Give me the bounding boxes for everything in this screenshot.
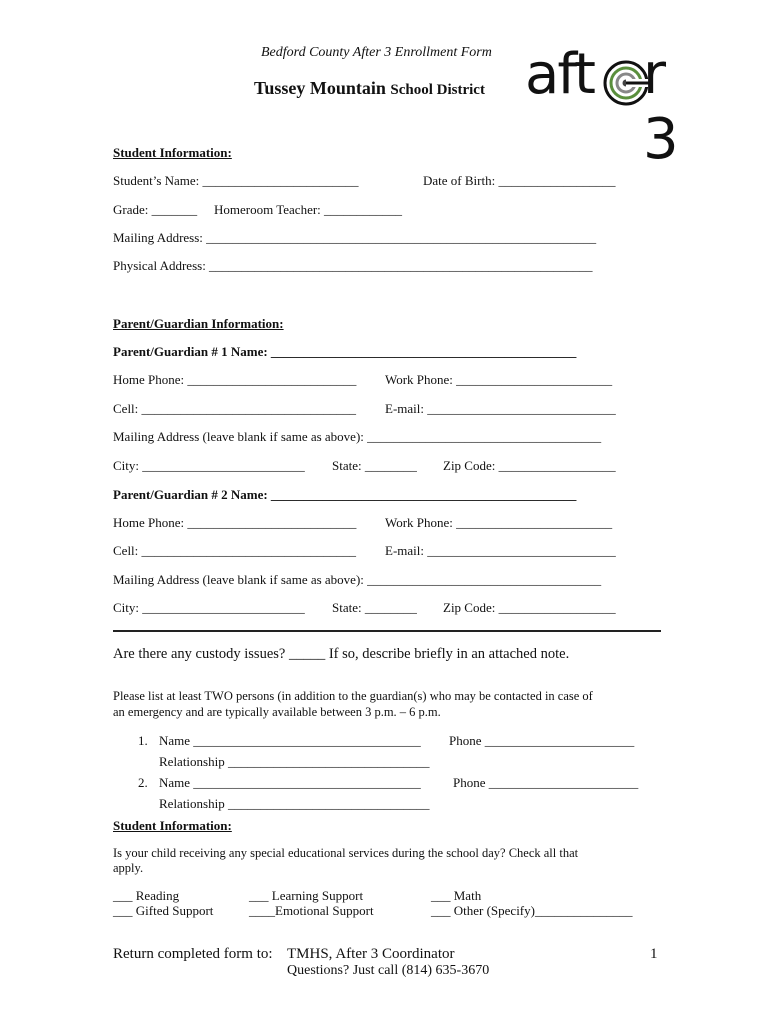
checkbox-learning-support[interactable]: ___ Learning Support: [249, 888, 364, 903]
emergency-intro-line2: an emergency and are typically available between 3 p.m. – 6 p.m.: [113, 705, 441, 719]
district-suffix: School District: [390, 82, 485, 98]
date-of-birth-field[interactable]: Date of Birth: __________________: [423, 173, 616, 188]
guardian1-city-field[interactable]: City: _________________________: [113, 458, 305, 473]
guardian2-cell-field[interactable]: Cell: _________________________________: [113, 543, 357, 558]
checkbox-emotional-support[interactable]: ____Emotional Support: [249, 903, 374, 918]
contact2-number: 2.: [138, 775, 148, 790]
checkbox-other-specify[interactable]: ___ Other (Specify)_______________: [431, 903, 633, 918]
emergency-intro-line1: Please list at least TWO persons (in addition to the guardian(s) who may be contacted in case of: [113, 689, 593, 703]
guardian2-name-field[interactable]: Parent/Guardian # 2 Name: _______________________________________________: [113, 487, 577, 502]
guardian1-zip-field[interactable]: Zip Code: __________________: [443, 458, 616, 473]
guardian1-work-phone-field[interactable]: Work Phone: ________________________: [385, 372, 613, 387]
district-title: [254, 78, 485, 99]
contact2-phone-field[interactable]: Phone _______________________: [453, 775, 639, 790]
guardian2-home-phone-field[interactable]: Home Phone: __________________________: [113, 515, 357, 530]
after3-logo: [525, 42, 685, 172]
mailing-address-field[interactable]: Mailing Address: ____________________________________________________________: [113, 230, 597, 245]
checkbox-reading[interactable]: ___ Reading: [113, 888, 180, 903]
guardian2-work-phone-field[interactable]: Work Phone: ________________________: [385, 515, 613, 530]
services-question-line2: apply.: [113, 861, 144, 875]
contact1-number: 1.: [138, 733, 148, 748]
questions-contact: Questions? Just call (814) 635-3670: [287, 963, 490, 978]
return-label: Return completed form to:: [113, 946, 273, 962]
contact2-name-field[interactable]: Name ___________________________________: [159, 775, 421, 790]
checkbox-gifted-support[interactable]: ___ Gifted Support: [113, 903, 214, 918]
guardian-info-heading: Parent/Guardian Information:: [113, 316, 284, 331]
guardian1-state-field[interactable]: State: ________: [332, 458, 417, 473]
guardian1-home-phone-field[interactable]: Home Phone: __________________________: [113, 372, 357, 387]
student-name-field[interactable]: Student’s Name: ________________________: [113, 173, 359, 188]
custody-question-field[interactable]: Are there any custody issues? _____ If so, describe briefly in an attached note.: [113, 646, 570, 662]
page-number: 1: [650, 946, 658, 962]
contact1-relationship-field[interactable]: Relationship _______________________________: [159, 754, 430, 769]
logo-text-left: aft: [525, 42, 595, 107]
student-info-heading: Student Information:: [113, 145, 232, 160]
guardian1-email-field[interactable]: E-mail: _____________________________: [385, 401, 616, 416]
guardian1-cell-field[interactable]: Cell: _________________________________: [113, 401, 357, 416]
guardian2-email-field[interactable]: E-mail: _____________________________: [385, 543, 616, 558]
contact1-name-field[interactable]: Name ___________________________________: [159, 733, 421, 748]
return-to: TMHS, After 3 Coordinator: [287, 946, 455, 962]
section-divider: [113, 630, 661, 632]
homeroom-teacher-field[interactable]: Homeroom Teacher: ____________: [214, 202, 403, 217]
guardian2-zip-field[interactable]: Zip Code: __________________: [443, 600, 616, 615]
contact2-relationship-field[interactable]: Relationship _______________________________: [159, 796, 430, 811]
contact1-phone-field[interactable]: Phone _______________________: [449, 733, 635, 748]
district-name: Tussey Mountain: [254, 78, 386, 98]
services-question-line1: Is your child receiving any special educational services during the school day? Check all that: [113, 846, 579, 860]
physical-address-field[interactable]: Physical Address: ___________________________________________________________: [113, 258, 593, 273]
grade-field[interactable]: Grade: _______: [113, 202, 198, 217]
guardian1-name-field[interactable]: Parent/Guardian # 1 Name: _______________________________________________: [113, 344, 577, 359]
logo-text-right: r 3: [643, 42, 679, 172]
guardian2-state-field[interactable]: State: ________: [332, 600, 417, 615]
guardian2-mailing-field[interactable]: Mailing Address (leave blank if same as above): ____________________________________: [113, 572, 602, 587]
services-heading: Student Information:: [113, 818, 232, 833]
form-subtitle: Bedford County After 3 Enrollment Form: [261, 45, 492, 60]
guardian1-mailing-field[interactable]: Mailing Address (leave blank if same as above): ____________________________________: [113, 429, 602, 444]
guardian2-city-field[interactable]: City: _________________________: [113, 600, 305, 615]
checkbox-math[interactable]: ___ Math: [431, 888, 482, 903]
